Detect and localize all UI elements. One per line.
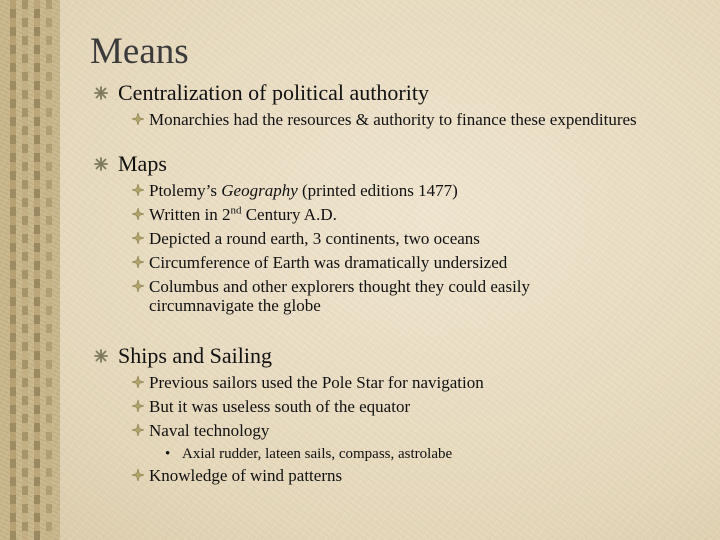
bullet-text: Monarchies had the resources & authority to finance these expenditures (149, 110, 637, 129)
bullet-text: Axial rudder, lateen sails, compass, astrolabe (182, 446, 453, 462)
four-point-star-bullet-icon (132, 424, 144, 436)
bullet-text: Columbus and other explorers thought they could easily circumnavigate the globe (149, 277, 531, 315)
bullet-text: Naval technology (149, 421, 270, 440)
bullet-text: Circumference of Earth was dramatically undersized (149, 253, 508, 272)
slide-title: Means (90, 31, 189, 72)
asterisk-bullet-icon (94, 157, 108, 171)
asterisk-bullet-icon (94, 349, 108, 363)
bullet-text: Previous sailors used the Pole Star for navigation (149, 373, 484, 392)
four-point-star-bullet-icon (132, 256, 144, 268)
bullet-text: Knowledge of wind patterns (149, 466, 343, 485)
four-point-star-bullet-icon (132, 113, 144, 125)
sidebar-stripe (22, 0, 28, 540)
sidebar-stripe (46, 0, 52, 540)
sidebar-stripe (34, 0, 40, 540)
four-point-star-bullet-icon (132, 232, 144, 244)
four-point-star-bullet-icon (132, 184, 144, 196)
four-point-star-bullet-icon (132, 469, 144, 481)
four-point-star-bullet-icon (132, 208, 144, 220)
bullet-text: Maps (118, 151, 167, 176)
bullet-text: But it was useless south of the equator (149, 397, 411, 416)
bullet-text: Ships and Sailing (118, 343, 273, 368)
dot-bullet-icon: • (165, 446, 171, 462)
four-point-star-bullet-icon (132, 280, 144, 292)
bullet-text: Ptolemy’s Geography (printed editions 1477) (149, 181, 458, 200)
bullet-text: Centralization of political authority (118, 80, 429, 105)
sidebar-stripe (10, 0, 16, 540)
decorative-sidebar (0, 0, 60, 540)
bullet-text: Written in 2nd Century A.D. (149, 204, 337, 224)
four-point-star-bullet-icon (132, 376, 144, 388)
asterisk-bullet-icon (94, 86, 108, 100)
book-title: Geography (221, 181, 298, 200)
bullet-text: Depicted a round earth, 3 continents, two oceans (149, 229, 480, 248)
four-point-star-bullet-icon (132, 400, 144, 412)
ordinal-suffix: nd (230, 204, 242, 217)
